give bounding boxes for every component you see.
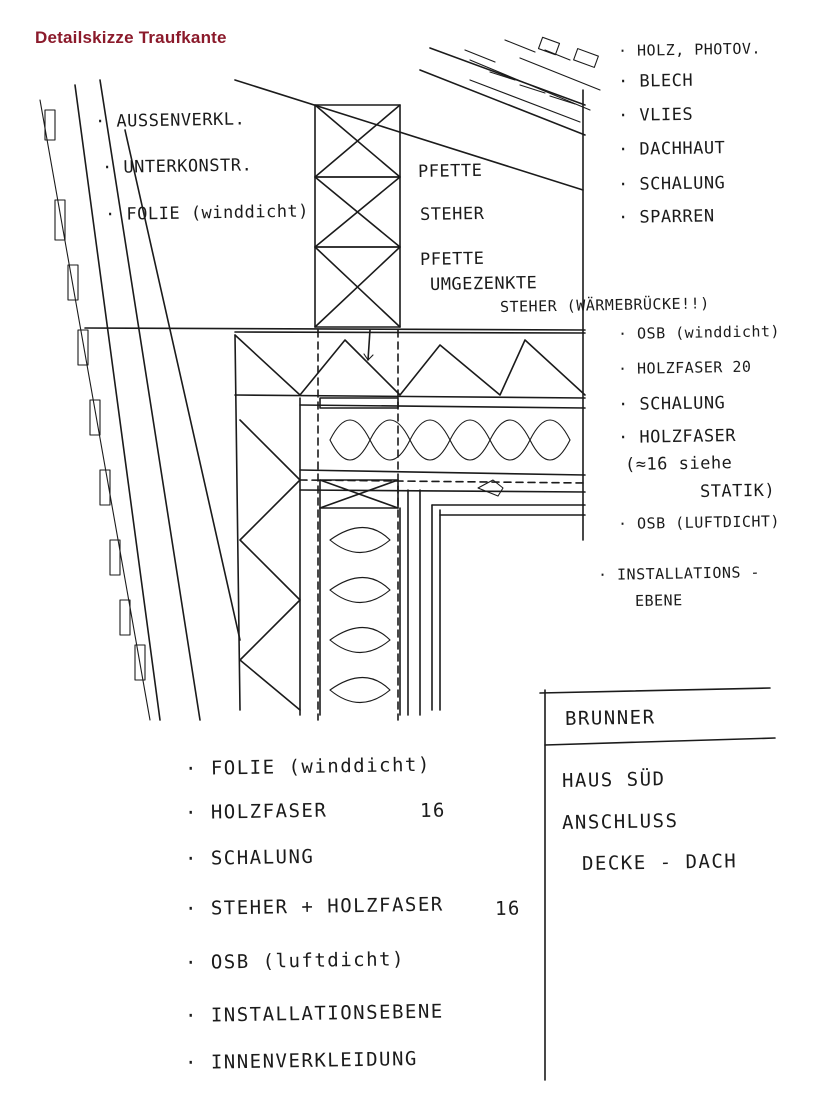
label-steher-waermebruecke: STEHER (WÄRMEBRÜCKE!!) xyxy=(499,294,710,316)
title-block-line2: ANSCHLUSS xyxy=(561,809,679,834)
label-osb-winddicht: · OSB (winddicht) xyxy=(617,322,781,343)
title-block-line3: DECKE - DACH xyxy=(581,850,738,875)
ceiling-layers xyxy=(85,328,585,496)
label-installations: · INSTALLATIONS - xyxy=(597,563,761,584)
label-bottom-holzfaser-16: 16 xyxy=(419,799,447,822)
label-pfette-1: PFETTE xyxy=(417,160,483,182)
label-bottom-osb: · OSB (luftdicht) xyxy=(184,948,406,974)
label-aussenverkl: · AUSSENVERKL. xyxy=(94,109,246,132)
label-bottom-schalung: · SCHALUNG xyxy=(184,845,315,870)
label-siehe: (≈16 siehe xyxy=(624,453,733,475)
label-blech: · BLECH xyxy=(617,70,694,92)
label-bottom-installationsebene: · INSTALLATIONSEBENE xyxy=(184,1000,444,1027)
label-dachhaut: · DACHHAUT xyxy=(617,138,726,160)
label-holzfaser-20: · HOLZFASER 20 xyxy=(617,357,752,378)
label-bottom-holzfaser: · HOLZFASER xyxy=(184,799,328,824)
title-block-name: BRUNNER xyxy=(564,706,656,730)
label-vlies: · VLIES xyxy=(617,104,694,126)
label-umgezenkte: UMGEZENKTE xyxy=(429,273,538,295)
wall-insulation xyxy=(235,335,408,715)
label-schalung-roof: · SCHALUNG xyxy=(617,173,726,195)
label-statik: STATIK) xyxy=(699,480,776,502)
roof-edge-top-right xyxy=(235,37,600,540)
label-steher: STEHER xyxy=(419,203,485,225)
label-ebene: EBENE xyxy=(634,591,683,610)
label-bottom-steher-holzfaser: · STEHER + HOLZFASER xyxy=(184,893,444,920)
label-holz-photov: · HOLZ, PHOTOV. xyxy=(617,39,762,60)
title-block-line1: HAUS SÜD xyxy=(561,768,666,792)
label-pfette-2: PFETTE xyxy=(419,248,485,270)
label-bottom-innenverkleidung: · INNENVERKLEIDUNG xyxy=(184,1047,419,1074)
interior-wall-lines xyxy=(420,490,585,715)
label-bottom-folie: · FOLIE (winddicht) xyxy=(184,753,431,780)
label-osb-luftdicht: · OSB (LUFTDICHT) xyxy=(617,512,781,533)
label-schalung-ceiling: · SCHALUNG xyxy=(617,393,726,415)
label-folie-winddicht: · FOLIE (winddicht) xyxy=(104,201,310,225)
label-sparren: · SPARREN xyxy=(617,206,715,228)
page-title: Detailskizze Traufkante xyxy=(35,28,227,47)
label-holzfaser-ceiling: · HOLZFASER xyxy=(617,425,737,448)
title-block-frame xyxy=(540,688,775,1080)
label-bottom-steher-16: 16 xyxy=(494,897,522,920)
label-unterkonstr: · UNTERKONSTR. xyxy=(101,155,253,178)
